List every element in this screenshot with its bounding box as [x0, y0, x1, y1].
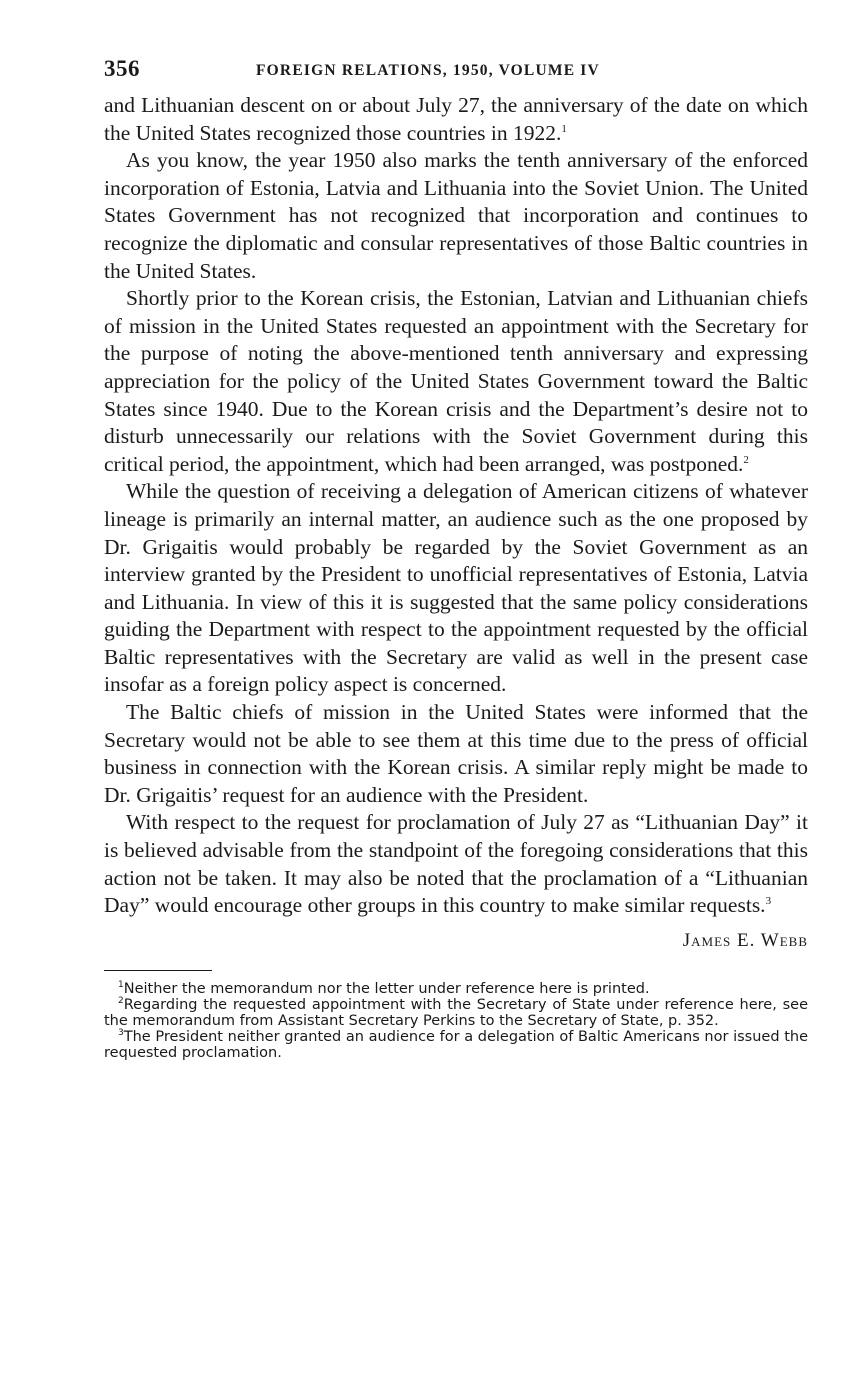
paragraph-2 [104, 147, 808, 285]
paragraph-3-text: Shortly prior to the Korean crisis, the Estonian, Latvian and Lithuanian chiefs of mission in the United States requested an appointment with the Secretary for the purpose of noting the above-mentioned tenth anniversary and expressing appreciation for the policy of the United States Government toward the Baltic States since 1940. Due to the Korean crisis and the Department’s desire not to disturb unnecessarily our relations with the Soviet Government during this critical period, the appointment, which had been arranged, was postponed. [104, 286, 808, 476]
paragraph-6 [104, 809, 808, 919]
footnote-text-2: Regarding the requested appointment with the Secretary of State under reference here, see the memorandum from Assistant Secretary Perkins to the Secretary of State, p. 352. [104, 997, 808, 1030]
signature: James E. Webb [682, 929, 808, 951]
footnote-ref-2: 2 [743, 453, 749, 466]
footnote-marker-3: 3 [118, 1028, 124, 1039]
footnote-marker-1: 1 [118, 980, 124, 991]
paragraph-1-text: and Lithuanian descent on or about July 27, the anniversary of the date on which the United States recognized those countries in 1922. [104, 93, 808, 145]
footnote-1 [104, 981, 808, 997]
paragraph-6-text: With respect to the request for proclamation of July 27 as “Lithuanian Day” it is believed advisable from the standpoint of the foregoing considerations that this action not be taken. It may also be noted that the proclamation of a “Lithuanian Day” would encourage other groups in this country to make similar requests. [104, 810, 808, 918]
footnote-text-1: Neither the memorandum nor the letter under reference here is printed. [123, 981, 650, 998]
paragraph-2-text: As you know, the year 1950 also marks the tenth anniversary of the enforced incorporation of Estonia, Latvia and Lithuania into the Soviet Union. The United States Government has not recognized that incorporation and continues to recognize the diplomatic and consular representatives of those Baltic countries in the United States. [104, 148, 808, 283]
footnote-ref-1: 1 [561, 122, 567, 135]
paragraph-1 [104, 92, 808, 147]
page-number: 356 [104, 56, 140, 81]
running-title: FOREIGN RELATIONS, 1950, VOLUME IV [256, 62, 600, 79]
letter-body [104, 92, 808, 920]
footnote-2 [104, 997, 808, 1029]
footnote-marker-2: 2 [118, 996, 124, 1007]
paragraph-5-text: The Baltic chiefs of mission in the United States were informed that the Secretary would not be able to see them at this time due to the press of official business in connection with the Korean crisis. A similar reply might be made to Dr. Grigaitis’ request for an audience with the President. [104, 700, 808, 807]
footnote-divider [104, 970, 212, 972]
running-head [104, 52, 808, 92]
footnotes [104, 981, 808, 1061]
paragraph-5 [104, 699, 808, 809]
paragraph-3 [104, 285, 808, 478]
paragraph-4-text: While the question of receiving a delegation of American citizens of whatever lineage is primarily an internal matter, an audience such as the one proposed by Dr. Grigaitis would probably be regarded by the Soviet Government as an interview granted by the President to unofficial representatives of Estonia, Latvia and Lithuania. In view of this it is suggested that the same policy considerations guiding the Department with respect to the appointment requested by the official Baltic representatives with the Secretary are valid as well in the present case insofar as a foreign policy aspect is concerned. [104, 479, 808, 697]
footnote-ref-3: 3 [765, 895, 772, 908]
paragraph-4 [104, 478, 808, 699]
document-page [104, 52, 808, 1061]
footnote-3 [104, 1029, 808, 1061]
footnote-text-3: The President neither granted an audience for a delegation of Baltic Americans nor issued the requested proclamation. [104, 1029, 808, 1062]
